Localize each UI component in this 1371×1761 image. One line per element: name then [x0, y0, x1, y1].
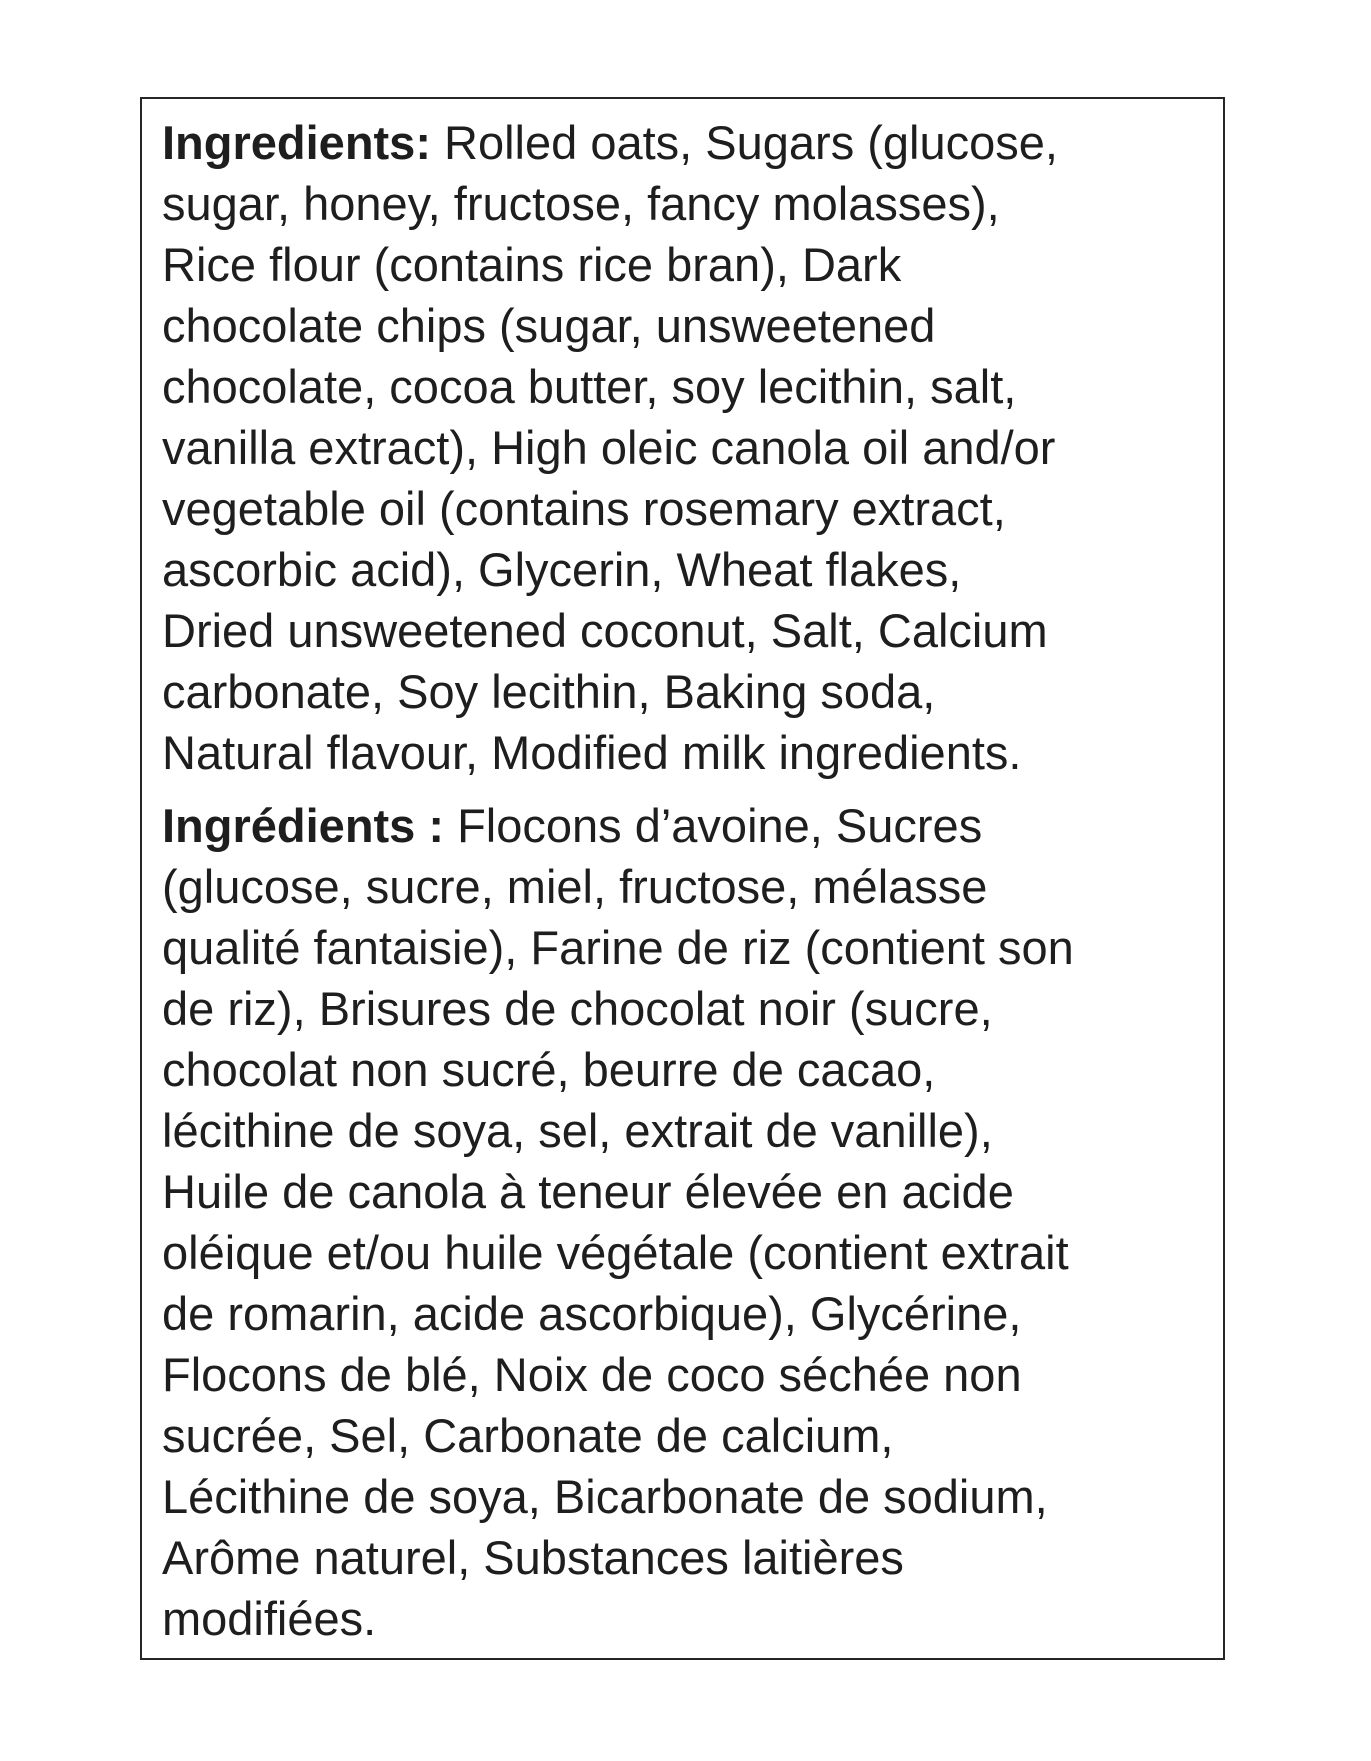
ingredients-french: [162, 795, 1222, 1649]
ingredients-english-heading: Ingredients:: [162, 116, 431, 169]
ingredients-french-text: Flocons d’avoine, Sucres (glucose, sucre, miel, fructose, mélasse qualité fantaisie), Farine de riz (contient son de riz), Brisures de chocolat noir (sucre, chocolat non sucré, beurre de cacao, lécithine de soya, sel, extrait de vanille), Huile de canola à teneur élevée en acide oléique et/ou huile végétale (contient extrait de romarin, acide ascorbique), Glycérine, Flocons de blé, Noix de coco séchée non sucrée, Sel, Carbonate de calcium, Lécithine de soya, Bicarbonate de sodium, Arôme naturel, Substances laitières modifiées.: [162, 799, 1074, 1645]
ingredients-french-heading: Ingrédients :: [162, 799, 445, 852]
ingredients-english: [162, 112, 1222, 783]
ingredients-english-text: Rolled oats, Sugars (glucose, sugar, honey, fructose, fancy molasses), Rice flour (contains rice bran), Dark chocolate chips (sugar, unsweetened chocolate, cocoa butter, soy lecithin, salt, vanilla extract), High oleic canola oil and/or vegetable oil (contains rosemary extract, ascorbic acid), Glycerin, Wheat flakes, Dried unsweetened coconut, Salt, Calcium carbonate, Soy lecithin, Baking soda, Natural flavour, Modified milk ingredients.: [162, 116, 1058, 779]
ingredients-content: [162, 112, 1222, 1649]
